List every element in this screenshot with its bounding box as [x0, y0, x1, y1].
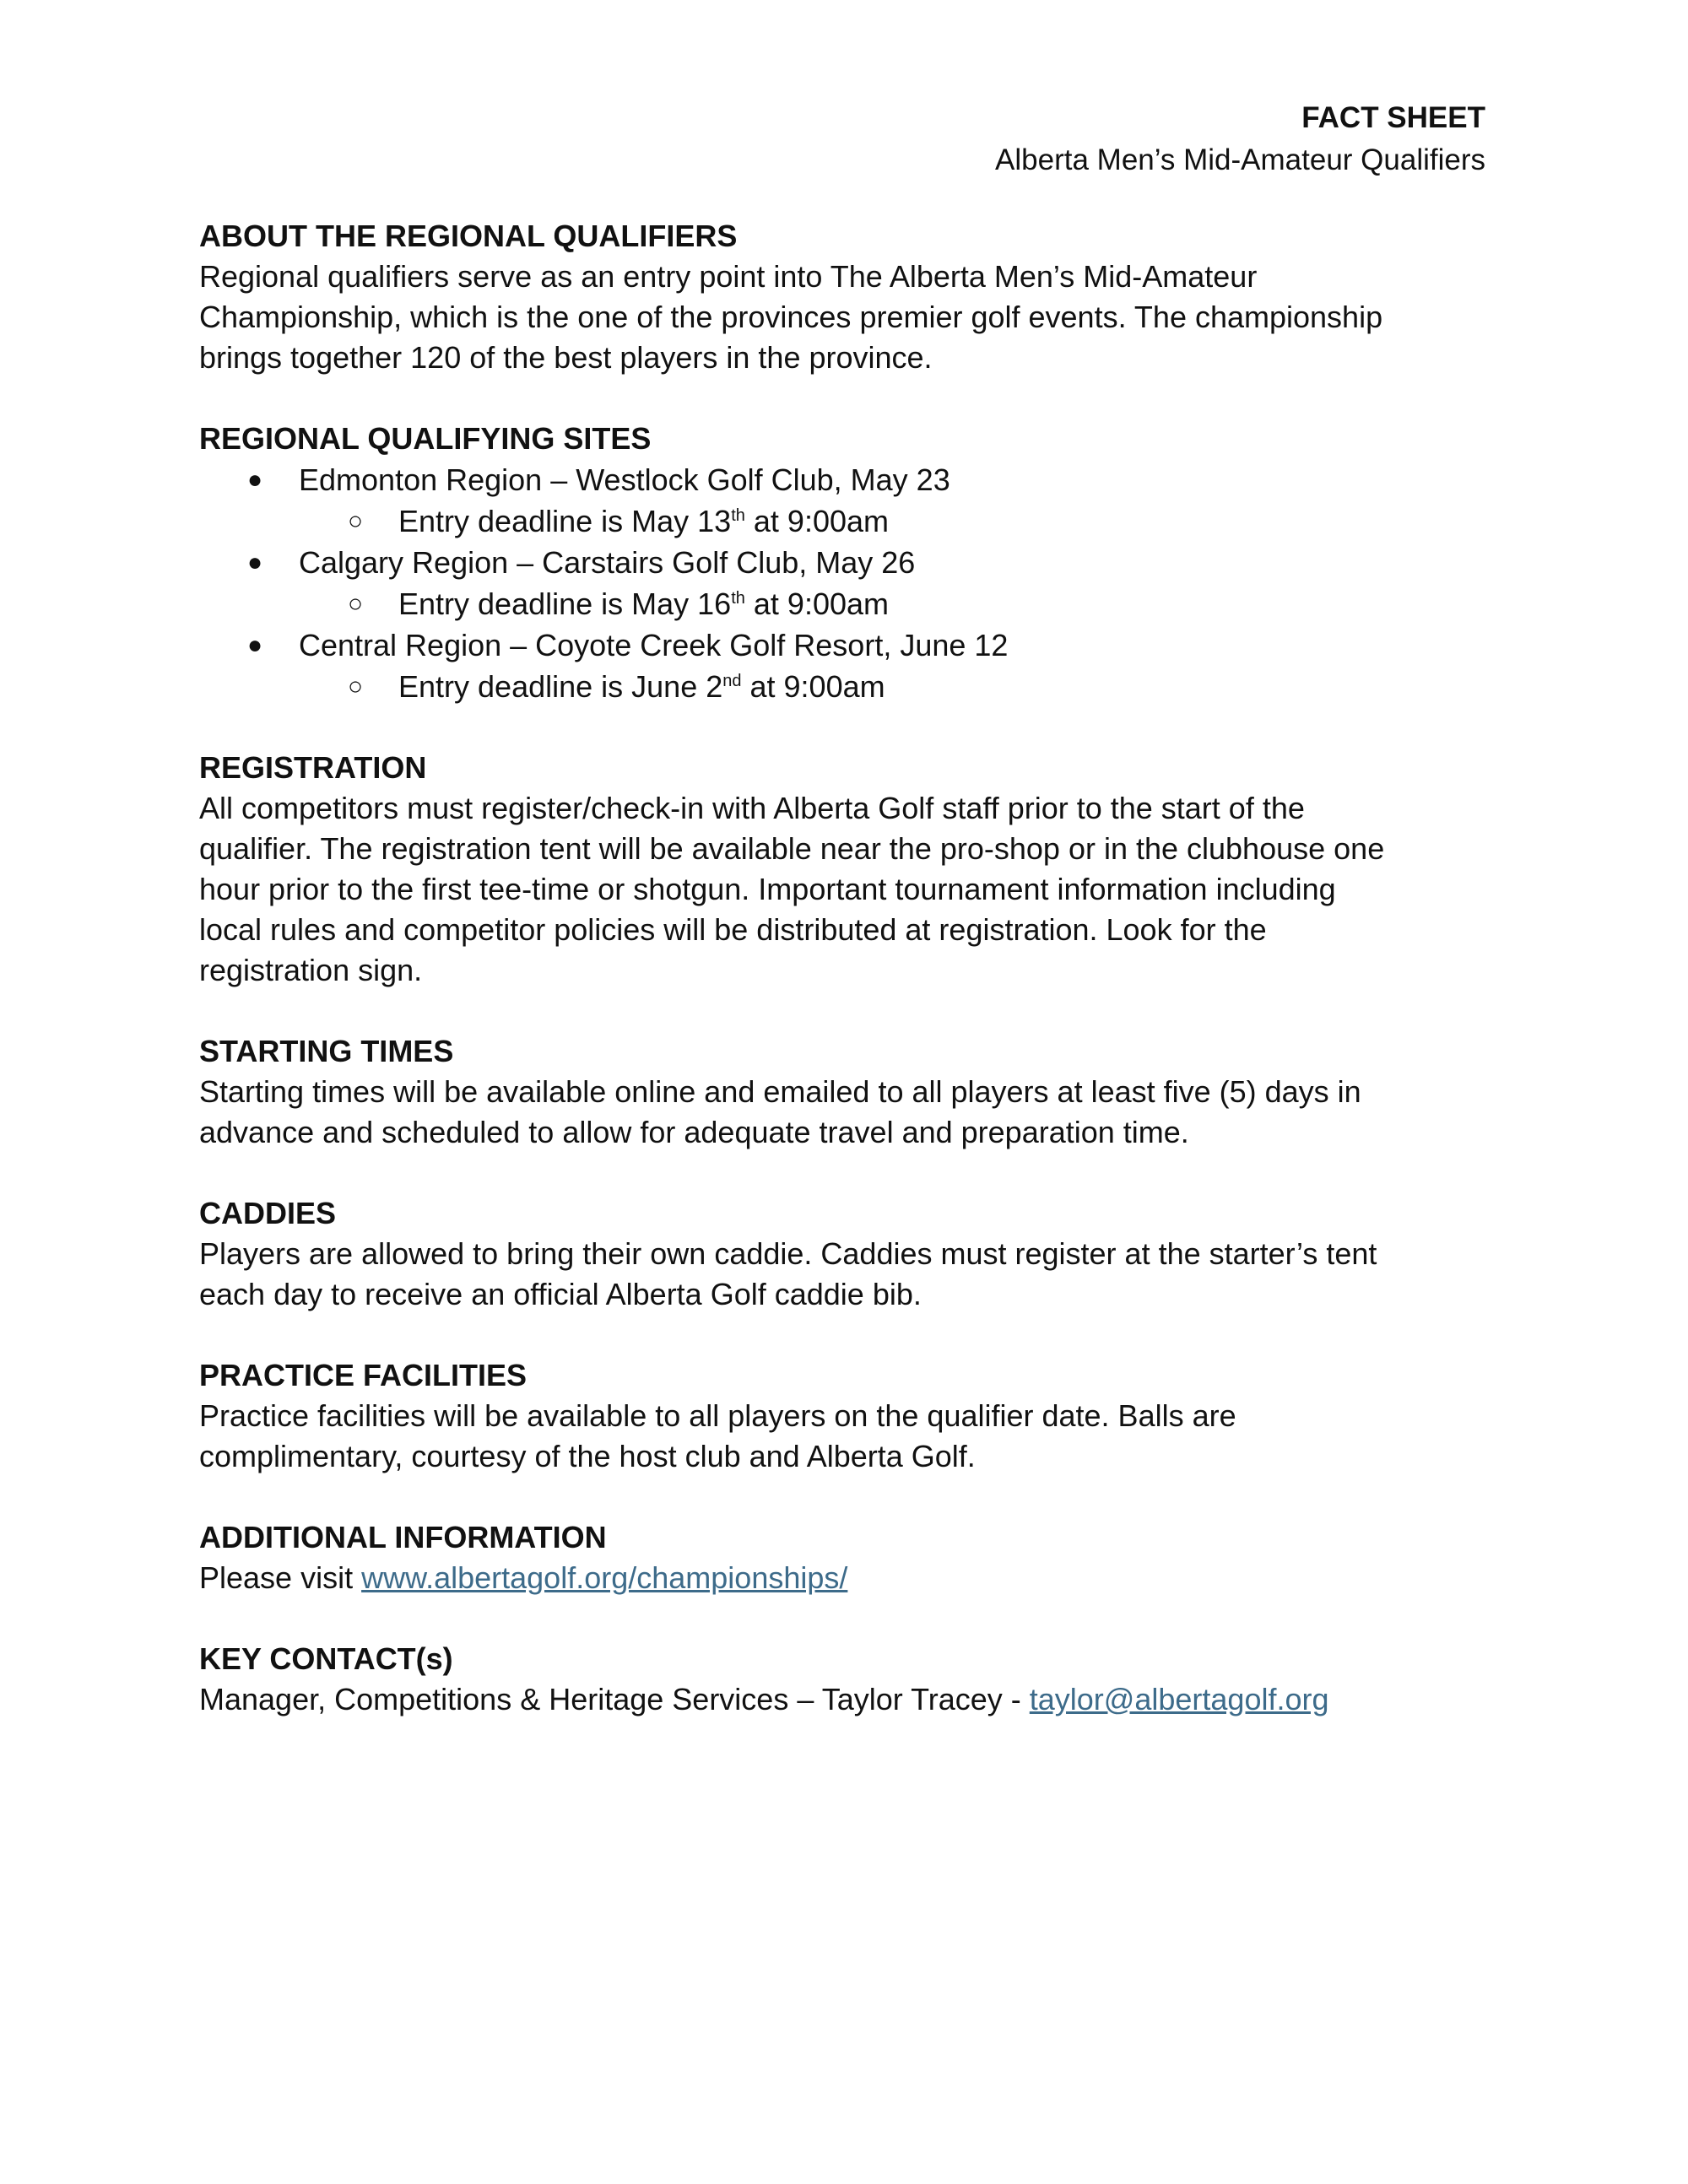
paragraph-line: hour prior to the first tee-time or shotgun. Important tournament information including [199, 872, 1336, 906]
section-heading: REGISTRATION [199, 750, 427, 785]
deadline-line [199, 666, 1491, 707]
paragraph-line: Players are allowed to bring their own caddie. Caddies must register at the starter’s tent [199, 1236, 1377, 1271]
contact-email-link[interactable]: taylor@albertagolf.org [1029, 1682, 1329, 1716]
hollow-circle-bullet-icon: ○ [348, 507, 364, 535]
site-item [199, 624, 1491, 707]
deadline-text: Entry deadline is June 2 [398, 669, 723, 704]
document-body [199, 216, 1491, 1760]
deadline-time: at 9:00am [744, 587, 890, 621]
section-heading: CADDIES [199, 1196, 337, 1230]
ordinal-suffix: nd [722, 672, 742, 690]
section-heading: STARTING TIMES [199, 1034, 454, 1068]
contact-text: Manager, Competitions & Heritage Services – Taylor Tracey - [199, 1682, 1030, 1716]
section-registration [199, 748, 1491, 991]
paragraph-line: Regional qualifiers serve as an entry point into The Alberta Men’s Mid-Amateur [199, 259, 1258, 294]
paragraph-line: registration sign. [199, 953, 423, 987]
section-sites [199, 419, 1491, 707]
section-key-contact [199, 1639, 1491, 1720]
section-heading: KEY CONTACT(s) [199, 1641, 453, 1676]
deadline-text: Entry deadline is May 13 [398, 504, 732, 538]
document-subtitle: Alberta Men’s Mid-Amateur Qualifiers [995, 143, 1485, 176]
section-heading: ADDITIONAL INFORMATION [199, 1520, 607, 1554]
ordinal-suffix: th [731, 589, 745, 608]
paragraph-line: brings together 120 of the best players in the province. [199, 340, 933, 375]
paragraph-line: Starting times will be available online and emailed to all players at least five (5) days in [199, 1074, 1361, 1109]
section-practice [199, 1355, 1491, 1477]
section-heading: REGIONAL QUALIFYING SITES [199, 421, 652, 456]
paragraph-line: advance and scheduled to allow for adequate travel and preparation time. [199, 1115, 1189, 1149]
site-name: Edmonton Region – Westlock Golf Club, May 23 [299, 462, 950, 497]
site-name: Central Region – Coyote Creek Golf Resort, June 12 [299, 628, 1009, 662]
paragraph-line: Championship, which is the one of the provinces premier golf events. The championship [199, 300, 1383, 334]
paragraph-line: All competitors must register/check-in with Alberta Golf staff prior to the start of the [199, 791, 1305, 825]
hollow-circle-bullet-icon: ○ [348, 590, 364, 618]
deadline-text: Entry deadline is May 16 [398, 587, 732, 621]
section-additional-info [199, 1517, 1491, 1598]
section-heading: PRACTICE FACILITIES [199, 1358, 528, 1392]
page-header [995, 97, 1485, 181]
ordinal-suffix: th [731, 506, 745, 525]
filled-bullet-icon: ● [247, 466, 263, 494]
deadline-time: at 9:00am [741, 669, 885, 704]
sites-list [199, 459, 1491, 707]
additional-prefix: Please visit [199, 1560, 362, 1595]
paragraph-line: qualifier. The registration tent will be available near the pro-shop or in the clubhouse one [199, 831, 1385, 866]
deadline-time: at 9:00am [744, 504, 890, 538]
paragraph-line: complimentary, courtesy of the host club and Alberta Golf. [199, 1439, 976, 1473]
section-heading: ABOUT THE REGIONAL QUALIFIERS [199, 219, 738, 253]
deadline-line [199, 583, 1491, 624]
section-caddies [199, 1193, 1491, 1315]
hollow-circle-bullet-icon: ○ [348, 673, 364, 700]
document-title: FACT SHEET [1301, 101, 1485, 134]
site-item [199, 459, 1491, 542]
filled-bullet-icon: ● [247, 549, 263, 576]
site-item [199, 542, 1491, 624]
paragraph-line: each day to receive an official Alberta Golf caddie bib. [199, 1277, 922, 1311]
paragraph-line: Practice facilities will be available to all players on the qualifier date. Balls are [199, 1398, 1236, 1433]
section-about [199, 216, 1491, 378]
paragraph-line: local rules and competitor policies will be distributed at registration. Look for the [199, 912, 1267, 947]
championships-link[interactable]: www.albertagolf.org/championships/ [361, 1560, 848, 1595]
deadline-line [199, 500, 1491, 542]
site-name: Calgary Region – Carstairs Golf Club, May 26 [299, 545, 916, 580]
filled-bullet-icon: ● [247, 631, 263, 659]
section-starting-times [199, 1031, 1491, 1153]
